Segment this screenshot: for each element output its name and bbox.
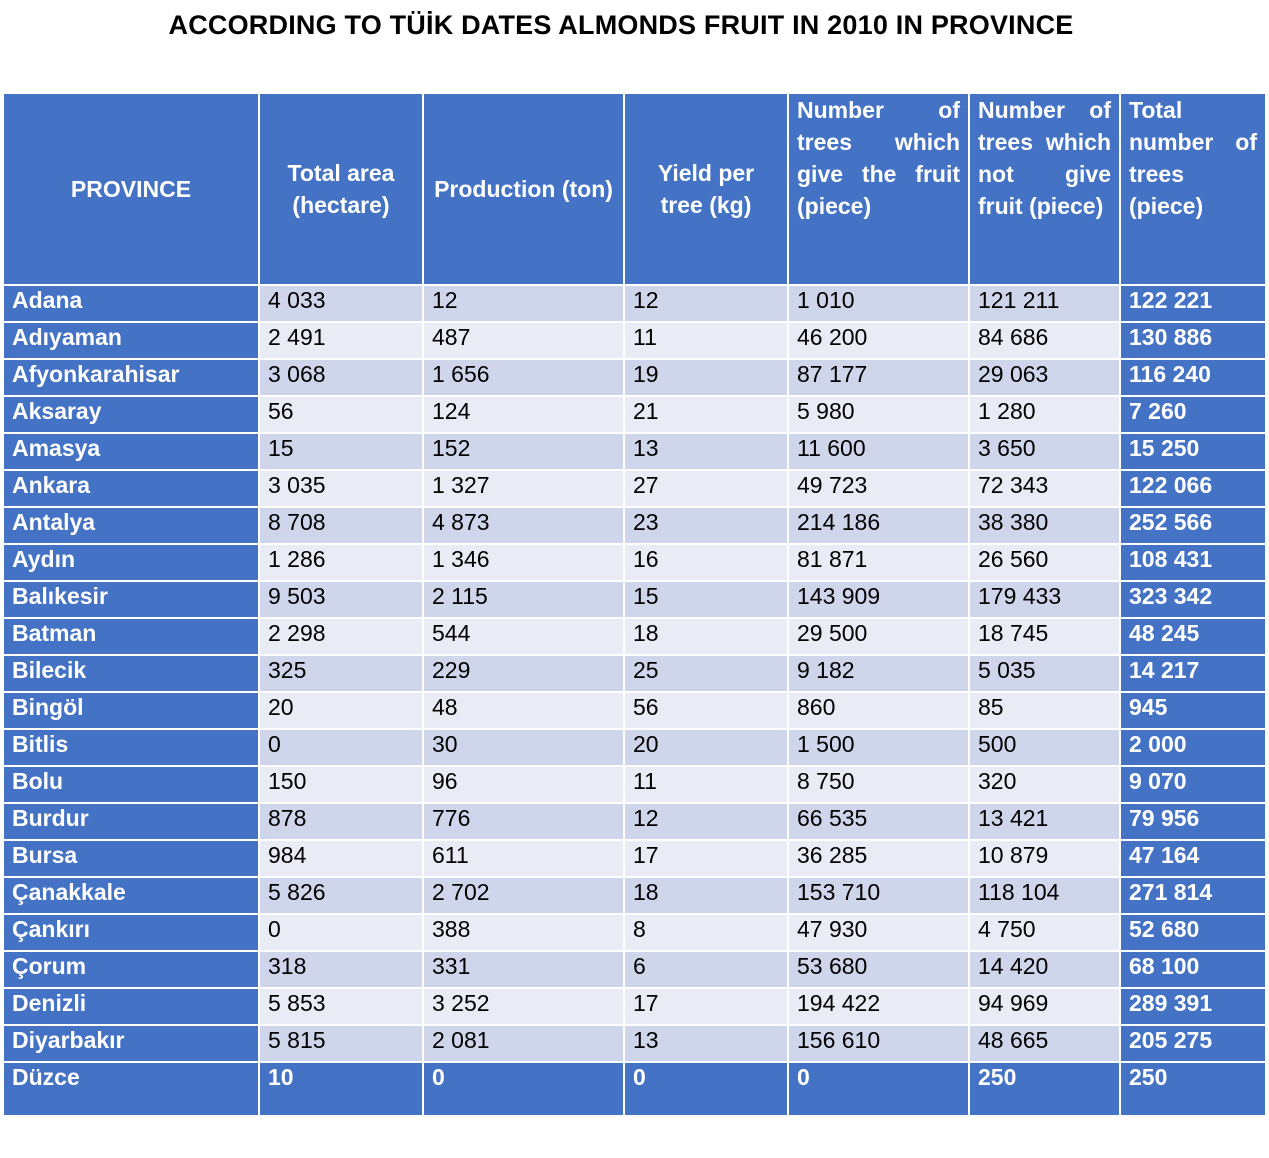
cell-total-trees: 289 391 bbox=[1120, 988, 1266, 1025]
table-row bbox=[3, 766, 1266, 803]
cell-fruit-trees: 66 535 bbox=[788, 803, 969, 840]
cell-total-area: 2 491 bbox=[259, 322, 423, 359]
table-row bbox=[3, 988, 1266, 1025]
cell-non-fruit-trees: 48 665 bbox=[969, 1025, 1120, 1062]
cell-production: 12 bbox=[423, 285, 624, 322]
cell-total-area: 878 bbox=[259, 803, 423, 840]
cell-fruit-trees: 53 680 bbox=[788, 951, 969, 988]
cell-yield: 6 bbox=[624, 951, 788, 988]
cell-total-trees: 130 886 bbox=[1120, 322, 1266, 359]
column-header-production: Production (ton) bbox=[423, 93, 624, 285]
cell-total-area: 0 bbox=[259, 729, 423, 766]
table-row bbox=[3, 359, 1266, 396]
table-row bbox=[3, 729, 1266, 766]
column-header-yield: Yield per tree (kg) bbox=[624, 93, 788, 285]
cell-yield: 17 bbox=[624, 988, 788, 1025]
cell-yield: 21 bbox=[624, 396, 788, 433]
table-row bbox=[3, 285, 1266, 322]
cell-total-trees: 52 680 bbox=[1120, 914, 1266, 951]
table-row bbox=[3, 396, 1266, 433]
cell-total-area: 325 bbox=[259, 655, 423, 692]
cell-yield: 13 bbox=[624, 433, 788, 470]
cell-province: Çankırı bbox=[3, 914, 259, 951]
table-row bbox=[3, 507, 1266, 544]
table-row bbox=[3, 655, 1266, 692]
table-row bbox=[3, 433, 1266, 470]
cell-non-fruit-trees: 250 bbox=[969, 1062, 1120, 1116]
column-header-province: PROVINCE bbox=[3, 93, 259, 285]
cell-yield: 11 bbox=[624, 766, 788, 803]
cell-non-fruit-trees: 320 bbox=[969, 766, 1120, 803]
cell-fruit-trees: 5 980 bbox=[788, 396, 969, 433]
cell-yield: 12 bbox=[624, 803, 788, 840]
cell-total-area: 0 bbox=[259, 914, 423, 951]
cell-yield: 27 bbox=[624, 470, 788, 507]
cell-province: Amasya bbox=[3, 433, 259, 470]
cell-fruit-trees: 29 500 bbox=[788, 618, 969, 655]
cell-yield: 12 bbox=[624, 285, 788, 322]
table-row bbox=[3, 803, 1266, 840]
table-row bbox=[3, 581, 1266, 618]
cell-province: Bursa bbox=[3, 840, 259, 877]
cell-total-area: 150 bbox=[259, 766, 423, 803]
cell-total-area: 5 826 bbox=[259, 877, 423, 914]
cell-total-trees: 205 275 bbox=[1120, 1025, 1266, 1062]
table-header-row bbox=[3, 93, 1266, 285]
table-row bbox=[3, 1062, 1266, 1116]
cell-province: Çorum bbox=[3, 951, 259, 988]
cell-yield: 0 bbox=[624, 1062, 788, 1116]
cell-non-fruit-trees: 500 bbox=[969, 729, 1120, 766]
cell-non-fruit-trees: 118 104 bbox=[969, 877, 1120, 914]
cell-fruit-trees: 860 bbox=[788, 692, 969, 729]
cell-production: 0 bbox=[423, 1062, 624, 1116]
cell-province: Aydın bbox=[3, 544, 259, 581]
page-title: ACCORDING TO TÜİK DATES ALMONDS FRUIT IN 2010 IN PROVINCE bbox=[168, 10, 1074, 40]
cell-province: Afyonkarahisar bbox=[3, 359, 259, 396]
cell-non-fruit-trees: 1 280 bbox=[969, 396, 1120, 433]
table-row bbox=[3, 914, 1266, 951]
cell-yield: 13 bbox=[624, 1025, 788, 1062]
table-row bbox=[3, 951, 1266, 988]
cell-fruit-trees: 36 285 bbox=[788, 840, 969, 877]
cell-production: 487 bbox=[423, 322, 624, 359]
cell-total-trees: 108 431 bbox=[1120, 544, 1266, 581]
cell-total-trees: 7 260 bbox=[1120, 396, 1266, 433]
cell-province: Adana bbox=[3, 285, 259, 322]
cell-total-area: 10 bbox=[259, 1062, 423, 1116]
table-row bbox=[3, 877, 1266, 914]
cell-non-fruit-trees: 85 bbox=[969, 692, 1120, 729]
cell-non-fruit-trees: 84 686 bbox=[969, 322, 1120, 359]
cell-non-fruit-trees: 72 343 bbox=[969, 470, 1120, 507]
cell-total-trees: 48 245 bbox=[1120, 618, 1266, 655]
table-row bbox=[3, 840, 1266, 877]
cell-fruit-trees: 214 186 bbox=[788, 507, 969, 544]
almond-data-table bbox=[2, 92, 1267, 1117]
cell-production: 1 346 bbox=[423, 544, 624, 581]
cell-production: 48 bbox=[423, 692, 624, 729]
cell-fruit-trees: 8 750 bbox=[788, 766, 969, 803]
cell-production: 1 656 bbox=[423, 359, 624, 396]
cell-total-area: 4 033 bbox=[259, 285, 423, 322]
cell-yield: 8 bbox=[624, 914, 788, 951]
cell-province: Bilecik bbox=[3, 655, 259, 692]
cell-province: Diyarbakır bbox=[3, 1025, 259, 1062]
cell-total-area: 3 035 bbox=[259, 470, 423, 507]
cell-fruit-trees: 9 182 bbox=[788, 655, 969, 692]
cell-fruit-trees: 143 909 bbox=[788, 581, 969, 618]
cell-total-trees: 9 070 bbox=[1120, 766, 1266, 803]
cell-total-trees: 47 164 bbox=[1120, 840, 1266, 877]
cell-production: 388 bbox=[423, 914, 624, 951]
cell-non-fruit-trees: 13 421 bbox=[969, 803, 1120, 840]
cell-province: Burdur bbox=[3, 803, 259, 840]
cell-total-area: 984 bbox=[259, 840, 423, 877]
cell-yield: 18 bbox=[624, 877, 788, 914]
cell-total-area: 9 503 bbox=[259, 581, 423, 618]
cell-province: Batman bbox=[3, 618, 259, 655]
cell-total-trees: 2 000 bbox=[1120, 729, 1266, 766]
cell-production: 776 bbox=[423, 803, 624, 840]
cell-non-fruit-trees: 14 420 bbox=[969, 951, 1120, 988]
cell-yield: 19 bbox=[624, 359, 788, 396]
cell-fruit-trees: 0 bbox=[788, 1062, 969, 1116]
cell-fruit-trees: 47 930 bbox=[788, 914, 969, 951]
cell-fruit-trees: 46 200 bbox=[788, 322, 969, 359]
cell-yield: 20 bbox=[624, 729, 788, 766]
cell-production: 30 bbox=[423, 729, 624, 766]
cell-non-fruit-trees: 26 560 bbox=[969, 544, 1120, 581]
cell-province: Bolu bbox=[3, 766, 259, 803]
cell-province: Düzce bbox=[3, 1062, 259, 1116]
cell-province: Çanakkale bbox=[3, 877, 259, 914]
cell-yield: 23 bbox=[624, 507, 788, 544]
cell-production: 2 702 bbox=[423, 877, 624, 914]
table-row bbox=[3, 692, 1266, 729]
cell-province: Ankara bbox=[3, 470, 259, 507]
cell-non-fruit-trees: 29 063 bbox=[969, 359, 1120, 396]
cell-non-fruit-trees: 10 879 bbox=[969, 840, 1120, 877]
cell-production: 1 327 bbox=[423, 470, 624, 507]
cell-production: 4 873 bbox=[423, 507, 624, 544]
cell-total-trees: 15 250 bbox=[1120, 433, 1266, 470]
table-row bbox=[3, 1025, 1266, 1062]
cell-fruit-trees: 1 500 bbox=[788, 729, 969, 766]
cell-total-trees: 122 221 bbox=[1120, 285, 1266, 322]
cell-production: 3 252 bbox=[423, 988, 624, 1025]
cell-province: Denizli bbox=[3, 988, 259, 1025]
cell-total-trees: 271 814 bbox=[1120, 877, 1266, 914]
column-header-fruit-trees: Number of trees which give the fruit (piece) bbox=[788, 93, 969, 285]
cell-total-area: 56 bbox=[259, 396, 423, 433]
cell-fruit-trees: 87 177 bbox=[788, 359, 969, 396]
column-header-non-fruit-trees: Number of trees which not give fruit (piece) bbox=[969, 93, 1120, 285]
cell-province: Bingöl bbox=[3, 692, 259, 729]
cell-total-area: 2 298 bbox=[259, 618, 423, 655]
cell-non-fruit-trees: 18 745 bbox=[969, 618, 1120, 655]
cell-non-fruit-trees: 38 380 bbox=[969, 507, 1120, 544]
cell-total-trees: 250 bbox=[1120, 1062, 1266, 1116]
cell-non-fruit-trees: 94 969 bbox=[969, 988, 1120, 1025]
cell-yield: 18 bbox=[624, 618, 788, 655]
table-row bbox=[3, 618, 1266, 655]
cell-yield: 56 bbox=[624, 692, 788, 729]
cell-yield: 15 bbox=[624, 581, 788, 618]
table-row bbox=[3, 544, 1266, 581]
cell-total-area: 5 815 bbox=[259, 1025, 423, 1062]
column-header-total-area: Total area (hectare) bbox=[259, 93, 423, 285]
cell-province: Adıyaman bbox=[3, 322, 259, 359]
cell-province: Balıkesir bbox=[3, 581, 259, 618]
cell-production: 611 bbox=[423, 840, 624, 877]
cell-production: 2 115 bbox=[423, 581, 624, 618]
cell-total-area: 5 853 bbox=[259, 988, 423, 1025]
cell-total-trees: 945 bbox=[1120, 692, 1266, 729]
cell-total-trees: 79 956 bbox=[1120, 803, 1266, 840]
cell-yield: 16 bbox=[624, 544, 788, 581]
cell-non-fruit-trees: 5 035 bbox=[969, 655, 1120, 692]
cell-total-trees: 14 217 bbox=[1120, 655, 1266, 692]
cell-total-area: 15 bbox=[259, 433, 423, 470]
cell-yield: 25 bbox=[624, 655, 788, 692]
cell-production: 331 bbox=[423, 951, 624, 988]
table-row bbox=[3, 322, 1266, 359]
cell-non-fruit-trees: 121 211 bbox=[969, 285, 1120, 322]
cell-total-area: 3 068 bbox=[259, 359, 423, 396]
cell-fruit-trees: 153 710 bbox=[788, 877, 969, 914]
cell-non-fruit-trees: 3 650 bbox=[969, 433, 1120, 470]
cell-province: Aksaray bbox=[3, 396, 259, 433]
cell-production: 152 bbox=[423, 433, 624, 470]
cell-total-trees: 252 566 bbox=[1120, 507, 1266, 544]
cell-fruit-trees: 11 600 bbox=[788, 433, 969, 470]
cell-total-area: 8 708 bbox=[259, 507, 423, 544]
cell-fruit-trees: 194 422 bbox=[788, 988, 969, 1025]
cell-total-area: 318 bbox=[259, 951, 423, 988]
cell-province: Bitlis bbox=[3, 729, 259, 766]
cell-total-area: 1 286 bbox=[259, 544, 423, 581]
cell-province: Antalya bbox=[3, 507, 259, 544]
cell-fruit-trees: 156 610 bbox=[788, 1025, 969, 1062]
cell-production: 2 081 bbox=[423, 1025, 624, 1062]
cell-production: 96 bbox=[423, 766, 624, 803]
cell-yield: 11 bbox=[624, 322, 788, 359]
cell-fruit-trees: 49 723 bbox=[788, 470, 969, 507]
cell-total-trees: 68 100 bbox=[1120, 951, 1266, 988]
cell-total-trees: 116 240 bbox=[1120, 359, 1266, 396]
cell-non-fruit-trees: 4 750 bbox=[969, 914, 1120, 951]
cell-yield: 17 bbox=[624, 840, 788, 877]
column-header-total-trees: Total number of trees (piece) bbox=[1120, 93, 1266, 285]
cell-total-trees: 122 066 bbox=[1120, 470, 1266, 507]
cell-production: 544 bbox=[423, 618, 624, 655]
cell-non-fruit-trees: 179 433 bbox=[969, 581, 1120, 618]
table-row bbox=[3, 470, 1266, 507]
cell-production: 229 bbox=[423, 655, 624, 692]
cell-total-area: 20 bbox=[259, 692, 423, 729]
cell-fruit-trees: 81 871 bbox=[788, 544, 969, 581]
cell-production: 124 bbox=[423, 396, 624, 433]
cell-total-trees: 323 342 bbox=[1120, 581, 1266, 618]
cell-fruit-trees: 1 010 bbox=[788, 285, 969, 322]
